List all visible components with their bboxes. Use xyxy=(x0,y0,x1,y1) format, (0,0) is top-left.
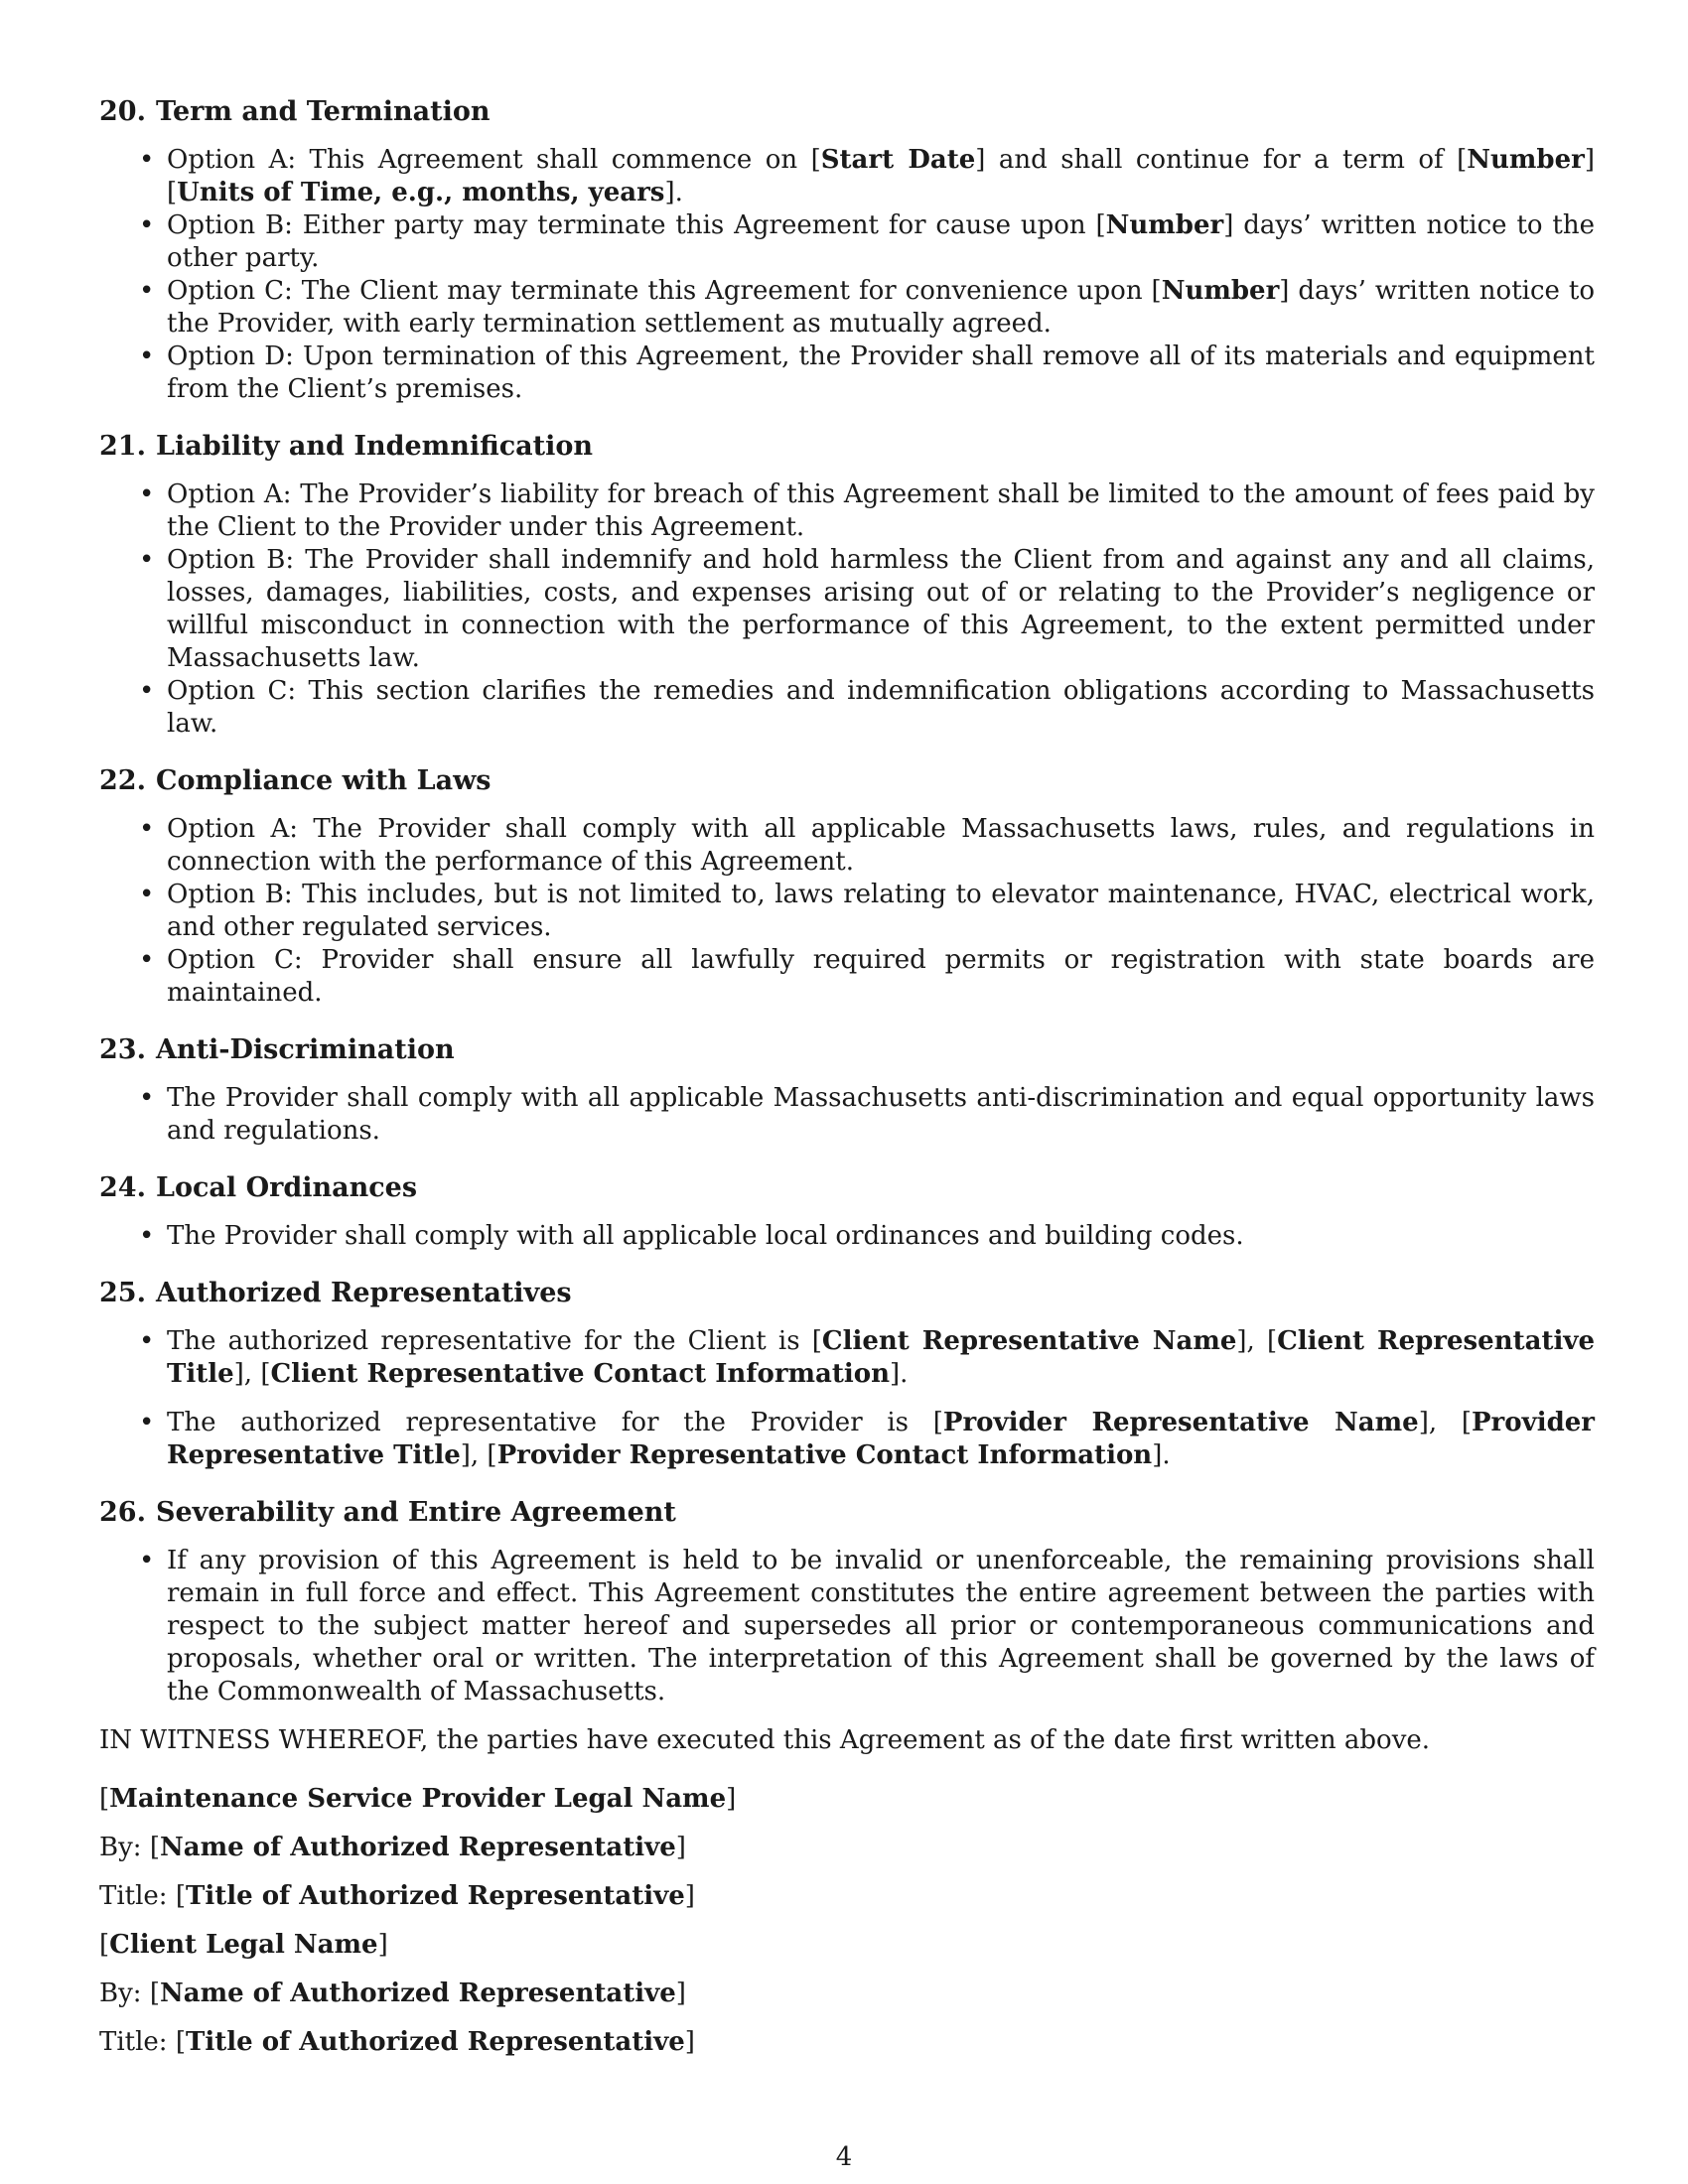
text-run: Option A: This Agreement shall commence on [ xyxy=(167,145,821,175)
text-run: ] days’ written notice to the other party. xyxy=(167,210,1595,273)
text-run: ] xyxy=(684,1881,695,1911)
placeholder-field: Client Legal Name xyxy=(109,1930,378,1960)
text-run: ], [ xyxy=(1418,1408,1472,1437)
text-run: ]. xyxy=(1152,1440,1171,1470)
text-run: [ xyxy=(99,1784,110,1814)
text-run: ] xyxy=(684,2027,695,2057)
text-run: The authorized representative for the Client is [ xyxy=(167,1326,822,1356)
list-item xyxy=(167,1545,1595,1708)
text-run: Option B: Either party may terminate this Agreement for cause upon [ xyxy=(167,210,1106,240)
placeholder-field: Start Date xyxy=(820,145,976,175)
bullet-list xyxy=(99,478,1595,741)
list-item xyxy=(167,879,1595,944)
list-item xyxy=(167,1082,1595,1148)
list-item xyxy=(167,275,1595,341)
placeholder-field: Name of Authorized Representative xyxy=(159,1833,676,1862)
section-heading xyxy=(99,764,1595,797)
signature-line xyxy=(99,2026,1595,2059)
text-run: ], [ xyxy=(1236,1326,1278,1356)
text-run: The authorized representative for the Provider is [ xyxy=(167,1408,943,1437)
text-run: ], [ xyxy=(233,1359,271,1389)
placeholder-field: Maintenance Service Provider Legal Name xyxy=(109,1784,727,1814)
placeholder-field: Number xyxy=(1105,210,1224,240)
section-title: Anti-Discrimination xyxy=(155,1034,455,1065)
section-24 xyxy=(99,1171,1595,1253)
section-20 xyxy=(99,95,1595,406)
section-number: 23. xyxy=(99,1034,146,1065)
text-run: Option B: This includes, but is not limited to, laws relating to elevator maintenance, HVAC, electrical work, and other regulated services. xyxy=(167,880,1595,942)
text-run: ] and shall continue for a term of [ xyxy=(975,145,1468,175)
section-title: Local Ordinances xyxy=(155,1172,418,1203)
list-item xyxy=(167,813,1595,879)
section-title: Compliance with Laws xyxy=(155,765,492,796)
list-item xyxy=(167,944,1595,1010)
section-number: 22. xyxy=(99,765,146,796)
bullet-list xyxy=(99,813,1595,1010)
bullet-list xyxy=(99,1325,1595,1472)
text-run: The Provider shall comply with all applicable Massachusetts anti-discrimination and equal opportunity laws and regulations. xyxy=(167,1083,1595,1146)
text-run: ] xyxy=(675,1979,686,2008)
text-run: ], [ xyxy=(460,1440,497,1470)
section-23 xyxy=(99,1033,1595,1148)
list-item xyxy=(167,1220,1595,1253)
section-heading xyxy=(99,1033,1595,1066)
placeholder-field: Number xyxy=(1161,276,1280,306)
signature-line xyxy=(99,1978,1595,2010)
text-run: By: [ xyxy=(99,1833,160,1862)
list-item xyxy=(167,341,1595,406)
text-run: ] xyxy=(675,1833,686,1862)
text-run: ] xyxy=(377,1930,388,1960)
section-number: 24. xyxy=(99,1172,146,1203)
placeholder-field: Client Representative Name xyxy=(821,1326,1237,1356)
text-run: Option A: The Provider shall comply with all applicable Massachusetts laws, rules, and regulations in connection with the performance of this Agreement. xyxy=(167,814,1595,877)
placeholder-field: Provider Representative Title xyxy=(167,1408,1595,1470)
sections-container xyxy=(99,95,1595,1708)
section-title: Liability and Indemnification xyxy=(155,431,594,462)
list-item xyxy=(167,675,1595,741)
text-run: ]. xyxy=(890,1359,909,1389)
text-run: Option C: Provider shall ensure all lawfully required permits or registration with state boards are maintained. xyxy=(167,945,1595,1008)
section-heading xyxy=(99,1277,1595,1309)
text-run: If any provision of this Agreement is held to be invalid or unenforceable, the remaining provisions shall remain in full force and effect. This Agreement constitutes the entire agreement between the parties with respect to the subject matter hereof and supersedes all prior or contemporaneous communications and proposals, whether oral or written. The interpretation of this Agreement shall be governed by the laws of the Commonwealth of Massachusetts. xyxy=(167,1546,1595,1706)
section-25 xyxy=(99,1277,1595,1472)
list-item xyxy=(167,144,1595,209)
text-run: ] [ xyxy=(167,145,1596,207)
bullet-list xyxy=(99,1545,1595,1708)
section-number: 26. xyxy=(99,1497,146,1528)
placeholder-field: Client Representative Title xyxy=(167,1326,1596,1389)
section-number: 21. xyxy=(99,431,146,462)
text-run: Option C: The Client may terminate this Agreement for convenience upon [ xyxy=(167,276,1162,306)
placeholder-field: Title of Authorized Representative xyxy=(185,1881,685,1911)
text-run: Title: [ xyxy=(99,2027,186,2057)
text-run: ]. xyxy=(664,178,683,207)
signature-line xyxy=(99,1929,1595,1962)
list-item xyxy=(167,1407,1595,1472)
list-item xyxy=(167,478,1595,544)
section-title: Severability and Entire Agreement xyxy=(155,1497,676,1528)
text-run: ] xyxy=(726,1784,737,1814)
signature-line xyxy=(99,1832,1595,1864)
text-run: Option A: The Provider’s liability for breach of this Agreement shall be limited to the amount of fees paid by the Client to the Provider under this Agreement. xyxy=(167,479,1595,542)
signature-line xyxy=(99,1783,1595,1816)
placeholder-field: Number xyxy=(1467,145,1585,175)
section-22 xyxy=(99,764,1595,1010)
signature-block xyxy=(99,1783,1595,2059)
witness-clause: IN WITNESS WHEREOF, the parties have executed this Agreement as of the date first written above. xyxy=(99,1725,1431,1755)
section-title: Authorized Representatives xyxy=(155,1278,572,1308)
text-run: The Provider shall comply with all applicable local ordinances and building codes. xyxy=(167,1221,1244,1251)
list-item xyxy=(167,209,1595,275)
section-heading xyxy=(99,95,1595,128)
bullet-list xyxy=(99,1082,1595,1148)
placeholder-field: Name of Authorized Representative xyxy=(159,1979,676,2008)
text-run: Option B: The Provider shall indemnify and hold harmless the Client from and against any and all claims, losses, damages, liabilities, costs, and expenses arising out of or relating to the Provider’s negligence or willful misconduct in connection with the performance of this Agreement, to the extent permitted under Massachusetts law. xyxy=(167,545,1595,673)
placeholder-field: Units of Time, e.g., months, years xyxy=(177,178,665,207)
section-21 xyxy=(99,430,1595,741)
section-26 xyxy=(99,1496,1595,1708)
document-page xyxy=(99,95,1595,2075)
text-run: Option D: Upon termination of this Agreement, the Provider shall remove all of its materials and equipment from the Client’s premises. xyxy=(167,341,1595,404)
text-run: [ xyxy=(99,1930,110,1960)
bullet-list xyxy=(99,1220,1595,1253)
section-heading xyxy=(99,1171,1595,1204)
list-item xyxy=(167,544,1595,675)
placeholder-field: Provider Representative Contact Information xyxy=(496,1440,1153,1470)
text-run: Option C: This section clarifies the remedies and indemnification obligations according to Massachusetts law. xyxy=(167,676,1595,739)
section-number: 25. xyxy=(99,1278,146,1308)
section-heading xyxy=(99,430,1595,463)
page-number: 4 xyxy=(835,2142,853,2172)
placeholder-field: Title of Authorized Representative xyxy=(185,2027,685,2057)
placeholder-field: Provider Representative Name xyxy=(942,1408,1419,1437)
text-run: ] days’ written notice to the Provider, with early termination settlement as mutually agreed. xyxy=(167,276,1595,339)
bullet-list xyxy=(99,144,1595,406)
signature-line xyxy=(99,1880,1595,1913)
section-number: 20. xyxy=(99,96,146,127)
section-title: Term and Termination xyxy=(155,96,491,127)
section-heading xyxy=(99,1496,1595,1529)
list-item xyxy=(167,1325,1595,1391)
placeholder-field: Client Representative Contact Information xyxy=(270,1359,891,1389)
text-run: By: [ xyxy=(99,1979,160,2008)
text-run: Title: [ xyxy=(99,1881,186,1911)
